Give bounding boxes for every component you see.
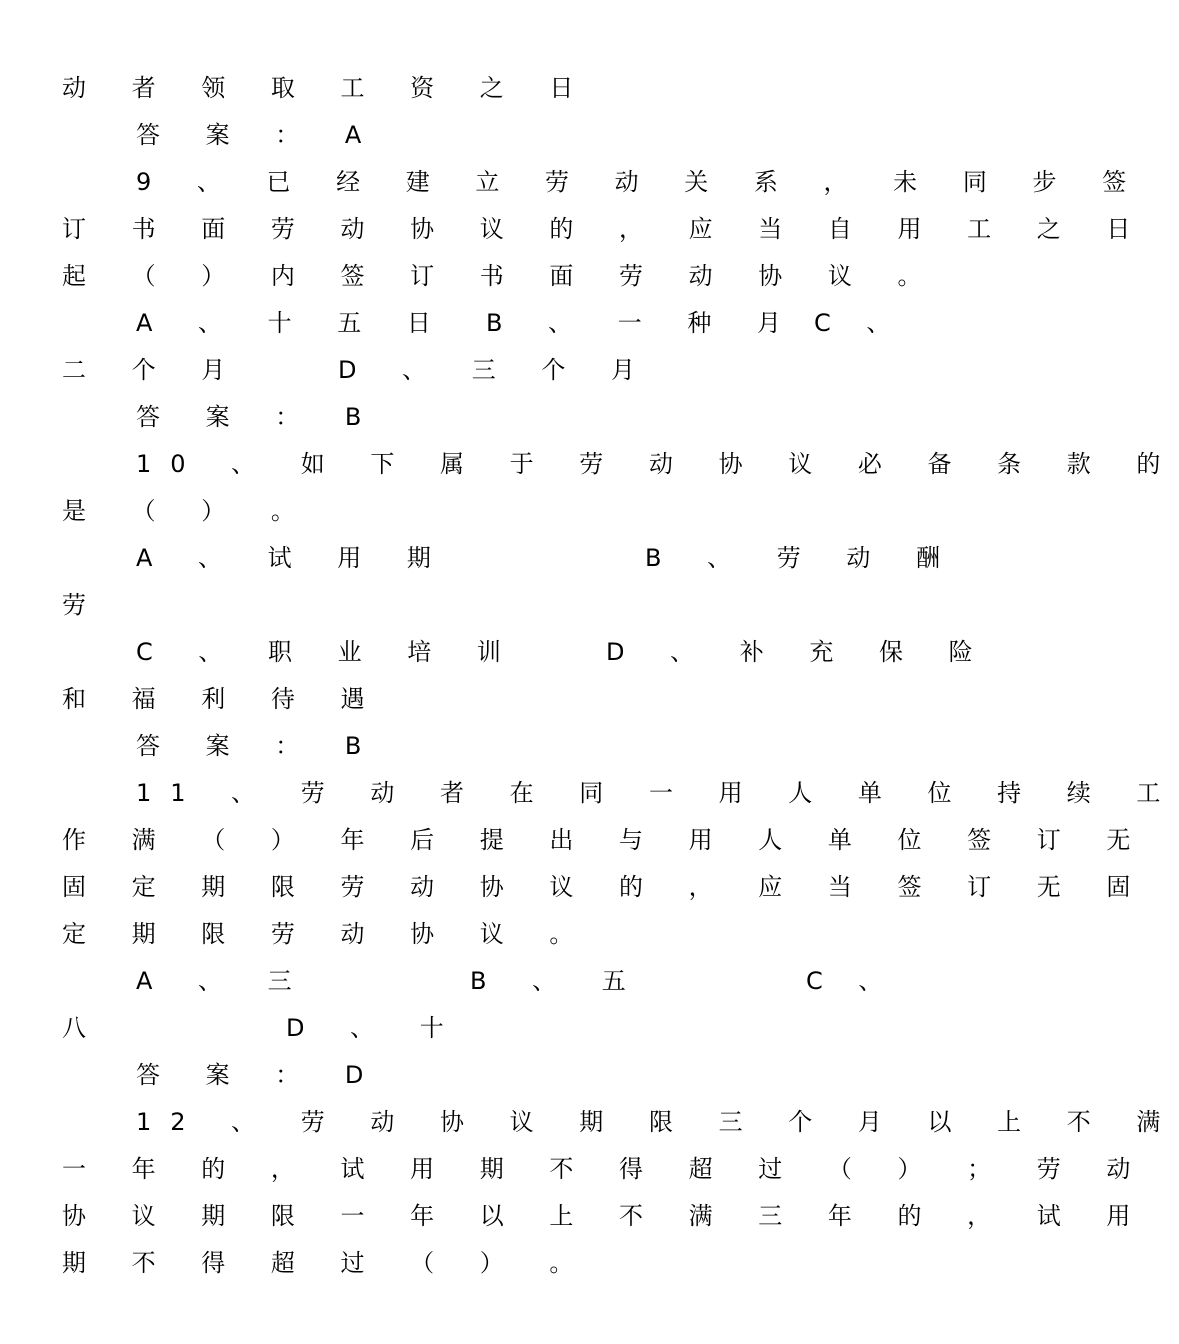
- text-line: [0, 1196, 1150, 1236]
- text-fragment: 作 满 （ ） 年 后 提 出 与 用 人 单 位 签 订 无: [62, 826, 1150, 854]
- question-text: 10 、 如 下 属 于 劳 动 协 议 必 备 条 款 的: [136, 450, 1179, 478]
- text-fragment: 动 者 领 取 工 资 之 日: [62, 74, 593, 102]
- option-b: B 、 劳 动 酬: [645, 544, 959, 572]
- options-line: [0, 350, 950, 390]
- answer-text: 答 案 ： D: [136, 1061, 383, 1089]
- text-fragment: 期 不 得 超 过 （ ） 。: [62, 1249, 593, 1277]
- question-line: [0, 444, 1179, 484]
- text-line: [0, 1243, 950, 1283]
- options-line: [0, 538, 959, 578]
- option-c-text: 八: [62, 1014, 86, 1042]
- option-a: A 、 三: [136, 967, 311, 995]
- text-fragment: 一 年 的 ， 试 用 期 不 得 超 过 （ ） ； 劳 动: [62, 1155, 1150, 1183]
- question-text: 11 、 劳 动 者 在 同 一 用 人 单 位 持 续 工: [136, 779, 1179, 807]
- question-line: [0, 1102, 1179, 1142]
- text-fragment: 起 （ ） 内 签 订 书 面 劳 动 协 议 。: [62, 262, 941, 290]
- option-c: C 、: [806, 967, 897, 995]
- options-line: [0, 303, 950, 343]
- text-line: [0, 679, 950, 719]
- answer-line: [0, 115, 950, 155]
- option-d: D 、 三 个 月: [338, 356, 654, 384]
- text-fragment: 定 期 限 劳 动 协 议 。: [62, 920, 593, 948]
- text-line: [0, 914, 950, 954]
- option-b-text: 劳: [62, 591, 86, 619]
- answer-line: [0, 726, 950, 766]
- answer-text: 答 案 ： B: [136, 732, 381, 760]
- text-fragment: 订 书 面 劳 动 协 议 的 ， 应 当 自 用 工 之 日: [62, 215, 1150, 243]
- answer-line: [0, 1055, 950, 1095]
- text-line: [0, 209, 1150, 249]
- option-c: C 、: [814, 309, 905, 337]
- options-line: [0, 961, 950, 1001]
- question-text: 12 、 劳 动 协 议 期 限 三 个 月 以 上 不 满: [136, 1108, 1179, 1136]
- option-a: A 、 十 五 日: [136, 309, 450, 337]
- text-line: [0, 256, 950, 296]
- option-c: C 、 职 业 培 训: [136, 638, 520, 666]
- answer-text: 答 案 ： A: [136, 121, 381, 149]
- text-line: [0, 68, 950, 108]
- text-line: [0, 820, 1150, 860]
- answer-line: [0, 397, 950, 437]
- option-d: D 、 补 充 保 险: [606, 638, 992, 666]
- text-line: [0, 491, 950, 531]
- option-d-text: 和 福 利 待 遇: [62, 685, 384, 713]
- option-b: B 、 五: [470, 967, 645, 995]
- text-line: [0, 867, 1150, 907]
- option-a: A 、 试 用 期: [136, 544, 450, 572]
- text-line: [0, 1149, 1150, 1189]
- question-line: [0, 773, 1179, 813]
- option-b: B 、 一 种 月: [486, 309, 800, 337]
- answer-text: 答 案 ： B: [136, 403, 381, 431]
- text-fragment: 是 （ ） 。: [62, 497, 314, 525]
- question-text: 9 、 已 经 建 立 劳 动 关 系 ， 未 同 步 签: [136, 168, 1146, 196]
- text-fragment: 固 定 期 限 劳 动 协 议 的 ， 应 当 签 订 无 固: [62, 873, 1150, 901]
- text-line: [0, 585, 950, 625]
- option-c-text: 二 个 月: [62, 356, 245, 384]
- text-fragment: 协 议 期 限 一 年 以 上 不 满 三 年 的 ， 试 用: [62, 1202, 1150, 1230]
- options-line: [0, 1008, 950, 1048]
- option-d: D 、 十: [286, 1014, 463, 1042]
- options-line: [0, 632, 992, 672]
- question-line: [0, 162, 1146, 202]
